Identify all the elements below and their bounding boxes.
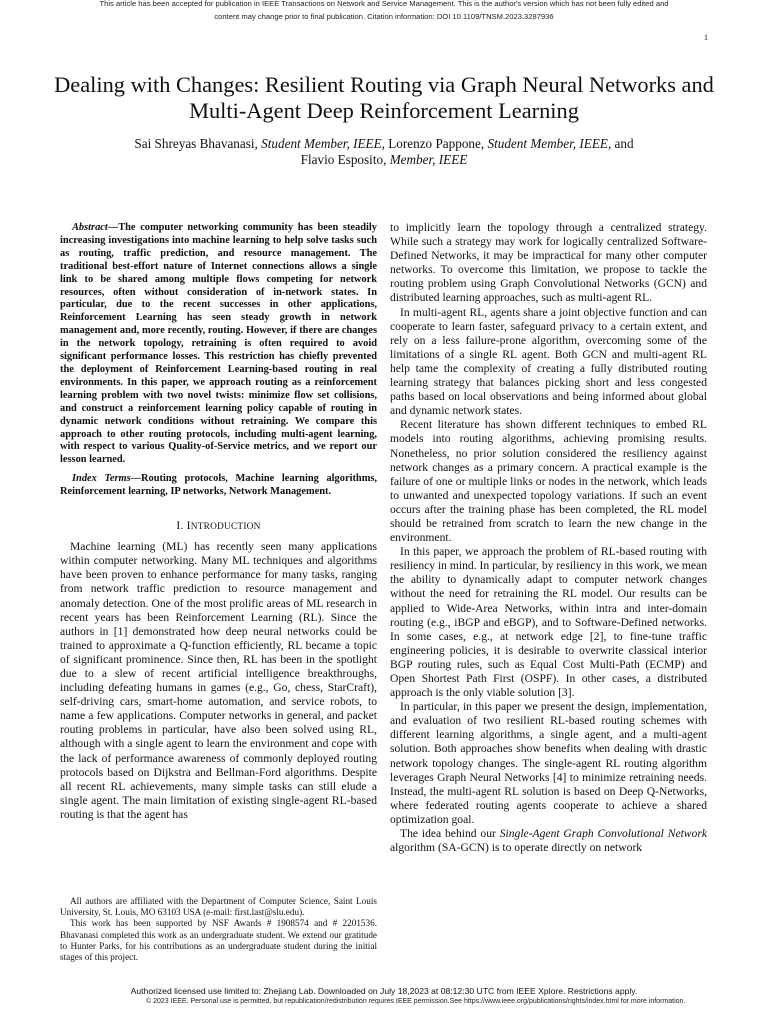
author-2: , Lorenzo Pappone, <box>381 136 485 151</box>
section-heading-introduction <box>60 519 377 534</box>
publication-notice-line2: content may change prior to final publication. Citation information: DOI 10.1109/TNSM.2023.3287936 <box>214 12 554 21</box>
abstract <box>60 222 377 467</box>
intro-paragraph-4: Recent literature has shown different techniques to embed RL models into routing algorithms, achieving promising results. Nonetheless, no prior solution considered the resiliency against network changes as a primary concern. A practical example is the failure of one or multiple links or nodes in the network, which leads to unwanted and unexpected topology variations. If such an event occurs after the training phase has been completed, the RL model should be retrained from scratch to learn the new change in the environment. <box>390 418 707 545</box>
author-conjunction: , and <box>607 136 634 151</box>
author-3-membership: Member, IEEE <box>389 152 468 167</box>
paragraph-7-end: algorithm (SA-GCN) is to operate directly on network <box>390 841 643 855</box>
author-2-membership: Student Member, IEEE <box>487 136 608 151</box>
sa-gcn-term: Single-Agent Graph Convolutional Network <box>499 827 707 841</box>
paper-title: Dealing with Changes: Resilient Routing via Graph Neural Networks and Multi-Agent Deep Reinforcement Learning <box>54 72 714 123</box>
publication-notice-line1: This article has been accepted for publication in IEEE Transactions on Network and Service Management. This is the author's version which has not been fully edited and <box>99 0 669 8</box>
author-3: Flavio Esposito, <box>300 152 387 167</box>
intro-paragraph-3: In multi-agent RL, agents share a joint objective function and can cooperate to learn faster, safeguard privacy to a certain extent, and rely on a less failure-prone algorithm, overcoming some of the limitations of a single RL agent. Both GCN and multi-agent RL help tame the complexity of creating a fully distributed routing learning strategy that balances picking short and less congested paths based on local observations and being informed about global and dynamic network states. <box>390 305 707 418</box>
section-title-rest: NTRODUCTION <box>190 522 261 533</box>
intro-paragraph-6: In particular, in this paper we present the design, implementation, and evaluation of two resilient RL-based routing schemes with different learning algorithms, a single agent, and a multi-agent solution. Both approaches show benefits when dealing with drastic network topology changes. The single-agent RL routing algorithm leverages Graph Neural Networks [4] to minimize retraining needs. Instead, the multi-agent RL solution is based on Deep Q-Networks, where federated routing agents cooperate to achieve a shared optimization goal. <box>390 700 707 826</box>
author-list <box>60 136 708 168</box>
abstract-text: —The computer networking community has been steadily increasing investigations into machine learning to help solve tasks such as routing, traffic prediction, and resource management. The traditional best-effort nature of Internet connections allows a single link to be shared among multiple flows competing for network resources, often without consideration of in-network states. In particular, due to the recent successes in other applications, Reinforcement Learning has seen steady growth in network management and, more recently, routing. However, if there are changes in the network topology, retraining is often required to avoid significant performance losses. This restriction has chiefly prevented the deployment of Reinforcement Learning-based routing in real environments. In this paper, we approach routing as a reinforcement learning problem with two novel twists: minimize flow set collisions, and construct a reinforcement learning policy capable of routing in dynamic network conditions without retraining. We compare this approach to other routing protocols, including multi-agent learning, with respect to various Quality-of-Service metrics, and we report our lesson learned. <box>60 222 377 466</box>
index-terms-text: —Routing protocols, Machine learning algorithms, Reinforcement learning, IP networks, Network Management. <box>60 473 377 498</box>
footnote-funding: This work has been supported by NSF Awards # 1908574 and # 2201536. Bhavanasi completed this work as an undergraduate student. We extend our gratitude to Hunter Parks, for his contributions as an undergraduate student during the initial stages of this project. <box>60 918 377 963</box>
intro-paragraph-2: to implicitly learn the topology through a centralized strategy. While such a strategy may work for logically centralized Software-Defined Networks, it may be impractical for many other computer networks. To overcome this limitation, we propose to tackle the routing problem using Graph Convolutional Networks (GCN) and distributed learning approaches, such as multi-agent RL. <box>390 221 707 305</box>
paragraph-7-start: The idea behind our <box>400 827 496 841</box>
section-numeral: I. <box>176 519 184 533</box>
license-notice: Authorized licensed use limited to: Zhejiang Lab. Downloaded on July 18,2023 at 08:12:30 UTC from IEEE Xplore. Restrictions apply. <box>130 986 638 996</box>
author-1-membership: Student Member, IEEE <box>261 136 382 151</box>
author-1: Sai Shreyas Bhavanasi, <box>134 136 258 151</box>
abstract-label: Abstract <box>72 222 108 233</box>
right-column <box>390 221 707 855</box>
index-terms-label: Index Terms <box>72 473 131 485</box>
footnote-affiliation: All authors are affiliated with the Department of Computer Science, Saint Louis University, St. Louis, MO 63103 USA (e-mail: first.last@slu.edu). <box>60 896 377 918</box>
left-column <box>60 222 377 822</box>
index-terms <box>60 473 377 499</box>
page-number: 1 <box>704 33 708 42</box>
intro-paragraph-1: Machine learning (ML) has recently seen many applications within computer networking. Many ML techniques and algorithms have been proven to enhance performance for many tasks, ranging from network traffic prediction to resource management and anomaly detection. One of the most prolific areas of ML research in recent years has been Reinforcement Learning (RL). Since the authors in [1] demonstrated how deep neural networks could be trained to approximate a Q-function efficiently, RL became a topic of significant prominence. Since then, RL has been in the spotlight due to a slew of recent artificial intelligence breakthroughs, including defeating humans in games (e.g., Go, chess, StarCraft), self-driving cars, smart-home automation, and service robots, to name a few applications. Computer networks in general, and packet routing problems in particular, have also been solved using RL, although with a single agent to learn the environment and cope with the lack of performance awareness of commonly deployed routing protocols based on Dijkstra and Bellman-Ford algorithms. Despite all recent RL achievements, many simple tasks can still elude a single agent. The main limitation of existing single-agent RL-based routing is that the agent has <box>60 540 377 821</box>
intro-paragraph-7 <box>390 827 707 855</box>
section-initial: I <box>186 519 191 533</box>
intro-paragraph-5: In this paper, we approach the problem of RL-based routing with resiliency in mind. In particular, by resiliency in this work, we mean the ability to dynamically adapt to computer network changes without the need for retraining the RL model. Our results can be applied to Wide-Area Networks, within intra and inter-domain routing (e.g., iBGP and eBGP), and to Software-Defined networks. In some cases, e.g., at network edge [2], to fine-tune traffic engineering policies, it is desirable to overwrite classical interior BGP routing rules, such as Equal Cost Multi-Path (ECMP) and Open Shortest Path First (OSPF). In other cases, a distributed approach is the only viable solution [3]. <box>390 545 707 700</box>
footnotes <box>60 896 377 963</box>
copyright-notice: © 2023 IEEE. Personal use is permitted, but republication/redistribution requires IEEE permission.See https://www.ieee.org/publications/rights/index.html for more information. <box>146 998 686 1005</box>
